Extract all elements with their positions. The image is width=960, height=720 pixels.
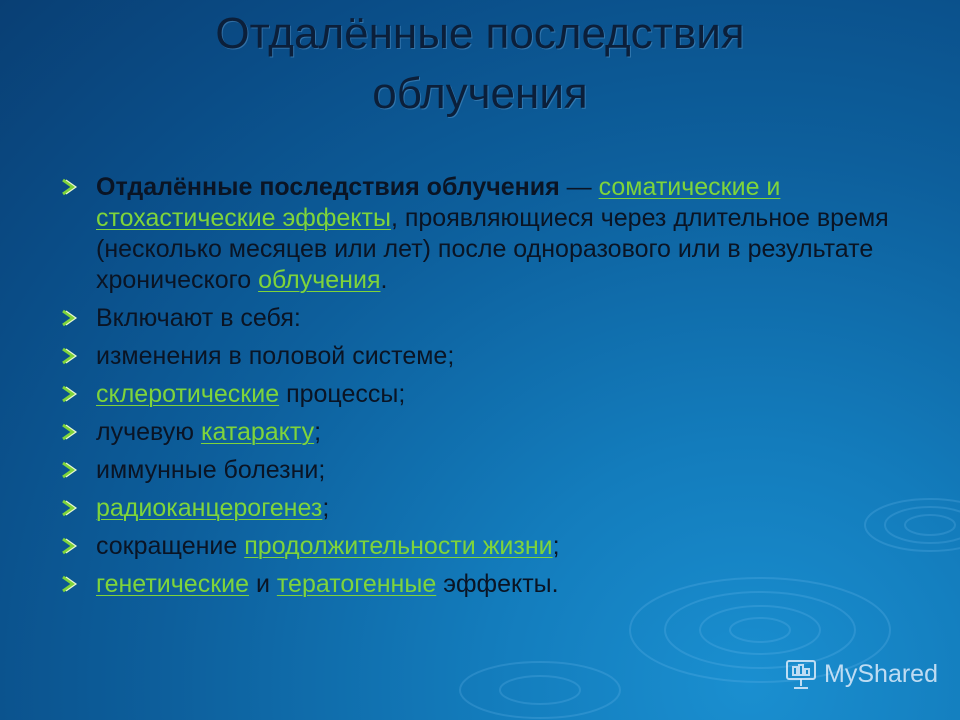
item-text: процессы; <box>279 380 406 408</box>
link-cataract[interactable]: катаракту <box>200 418 315 446</box>
item-text-end: эффекты. <box>436 570 559 598</box>
bullet-item-4 <box>60 417 920 448</box>
bullet-item-2 <box>60 341 920 372</box>
arrow-bullet-icon <box>60 532 82 560</box>
link-teratogenic[interactable]: тератогенные <box>276 570 437 598</box>
link-sclerotic[interactable]: склеротические <box>96 380 280 408</box>
intro-text-1: , проявляющиеся через длительное время (несколько месяцев или лет) после одноразового или в результате хронического <box>96 204 889 294</box>
arrow-bullet-icon <box>60 304 82 332</box>
link-irradiation[interactable]: облучения <box>258 266 381 294</box>
title-line-1: Отдалённые последствия <box>215 9 745 58</box>
arrow-bullet-icon <box>60 494 82 522</box>
bullet-item-5 <box>60 455 920 486</box>
watermark-text: MyShared <box>824 659 938 688</box>
title-line-2: облучения <box>372 69 588 118</box>
myshared-watermark <box>784 658 938 690</box>
item-text-end: ; <box>314 418 322 446</box>
link-radiocarcinogenesis[interactable]: радиоканцерогенез <box>96 494 323 522</box>
bullet-item-3 <box>60 379 920 410</box>
bullet-item-7 <box>60 531 920 562</box>
link-genetic[interactable]: генетические <box>96 570 250 598</box>
bullet-item-intro <box>60 172 920 296</box>
item-text: Включают в себя: <box>96 304 301 332</box>
link-somatic-effects[interactable]: соматические и стохастические эффекты <box>96 173 781 232</box>
intro-text-2: . <box>380 266 388 294</box>
item-text: сокращение <box>96 532 245 560</box>
presentation-board-icon <box>784 658 818 690</box>
arrow-bullet-icon <box>60 456 82 484</box>
intro-dash: — <box>559 173 599 201</box>
item-text: иммунные болезни; <box>96 456 326 484</box>
bullet-list <box>60 172 920 607</box>
arrow-bullet-icon <box>60 570 82 598</box>
intro-term: Отдалённые последствия облучения <box>96 173 560 201</box>
arrow-bullet-icon <box>60 380 82 408</box>
bullet-item-8 <box>60 569 920 600</box>
item-text-mid: и <box>249 570 277 598</box>
bullet-item-1 <box>60 303 920 334</box>
arrow-bullet-icon <box>60 342 82 370</box>
bullet-item-6 <box>60 493 920 524</box>
arrow-bullet-icon <box>60 173 82 201</box>
item-text-end: ; <box>552 532 560 560</box>
slide-title <box>60 4 900 124</box>
arrow-bullet-icon <box>60 418 82 446</box>
item-text: ; <box>322 494 330 522</box>
item-text: лучевую <box>96 418 201 446</box>
link-life-expectancy[interactable]: продолжительности жизни <box>244 532 553 560</box>
item-text: изменения в половой системе; <box>96 342 455 370</box>
